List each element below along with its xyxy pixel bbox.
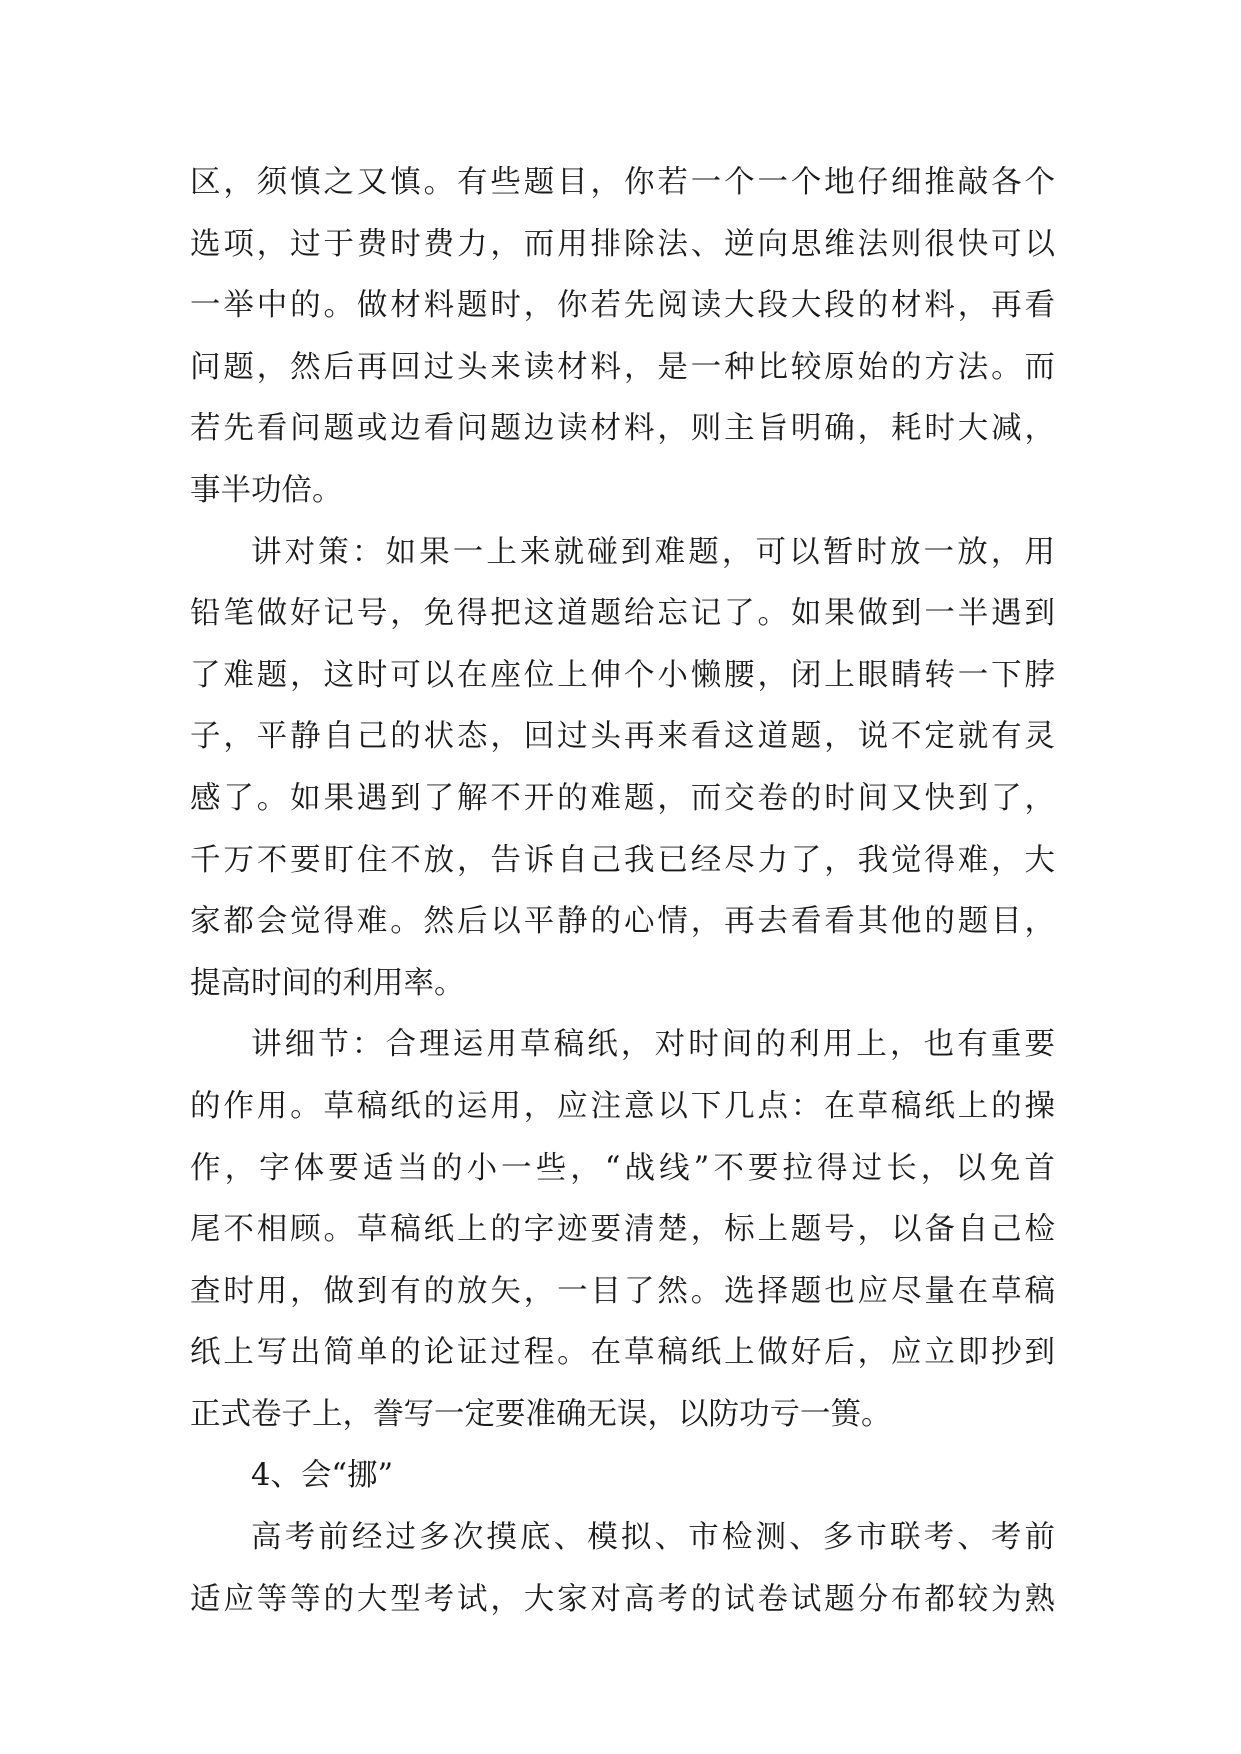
- text-line: 问题，然后再回过头来读材料，是一种比较原始的方法。而: [190, 349, 1055, 385]
- text-line: 高考前经过多次摸底、模拟、市检测、多市联考、考前: [251, 1520, 1055, 1556]
- text-line: 讲对策：如果一上来就碰到难题，可以暂时放一放，用: [251, 534, 1055, 570]
- text-line: 若先看问题或边看问题边读材料，则主旨明确，耗时大减，: [190, 411, 1055, 447]
- text-line: 的作用。草稿纸的运用，应注意以下几点：在草稿纸上的操: [190, 1088, 1055, 1124]
- text-line: 千万不要盯住不放，告诉自己我已经尽力了，我觉得难，大: [190, 842, 1055, 878]
- text-line: 区，须慎之又慎。有些题目，你若一个一个地仔细推敲各个: [190, 165, 1055, 200]
- text-line: 选项，过于费时费力，而用排除法、逆向思维法则很快可以: [190, 226, 1055, 262]
- text-line: 了难题，这时可以在座位上伸个小懒腰，闭上眼睛转一下脖: [190, 657, 1055, 693]
- text-line: 讲细节：合理运用草稿纸，对时间的利用上，也有重要: [251, 1027, 1055, 1063]
- text-line: 尾不相顾。草稿纸上的字迹要清楚，标上题号，以备自己检: [190, 1212, 1055, 1248]
- text-line: 事半功倍。: [190, 472, 343, 508]
- text-line: 纸上写出简单的论证过程。在草稿纸上做好后，应立即抄到: [190, 1335, 1055, 1371]
- text-line: 适应等等的大型考试，大家对高考的试卷试题分布都较为熟: [190, 1581, 1055, 1617]
- text-line: 一举中的。做材料题时，你若先阅读大段大段的材料，再看: [190, 288, 1055, 324]
- text-line: 查时用，做到有的放矢，一目了然。选择题也应尽量在草稿: [190, 1273, 1055, 1309]
- text-line: 家都会觉得难。然后以平静的心情，再去看看其他的题目，: [190, 904, 1055, 940]
- text-line: 提高时间的利用率。: [190, 965, 465, 1001]
- text-line: 感了。如果遇到了解不开的难题，而交卷的时间又快到了，: [190, 780, 1055, 816]
- text-line: 4、会“挪”: [251, 1458, 394, 1494]
- text-line: 正式卷子上，誊写一定要准确无误，以防功亏一篑。: [190, 1396, 892, 1432]
- body-text: [190, 152, 1055, 1630]
- text-line: 铅笔做好记号，免得把这道题给忘记了。如果做到一半遇到: [190, 596, 1055, 632]
- text-line: 子，平静自己的状态，回过头再来看这道题，说不定就有灵: [190, 719, 1055, 755]
- text-line: 作，字体要适当的小一些，“战线”不要拉得过长，以免首: [190, 1150, 1055, 1186]
